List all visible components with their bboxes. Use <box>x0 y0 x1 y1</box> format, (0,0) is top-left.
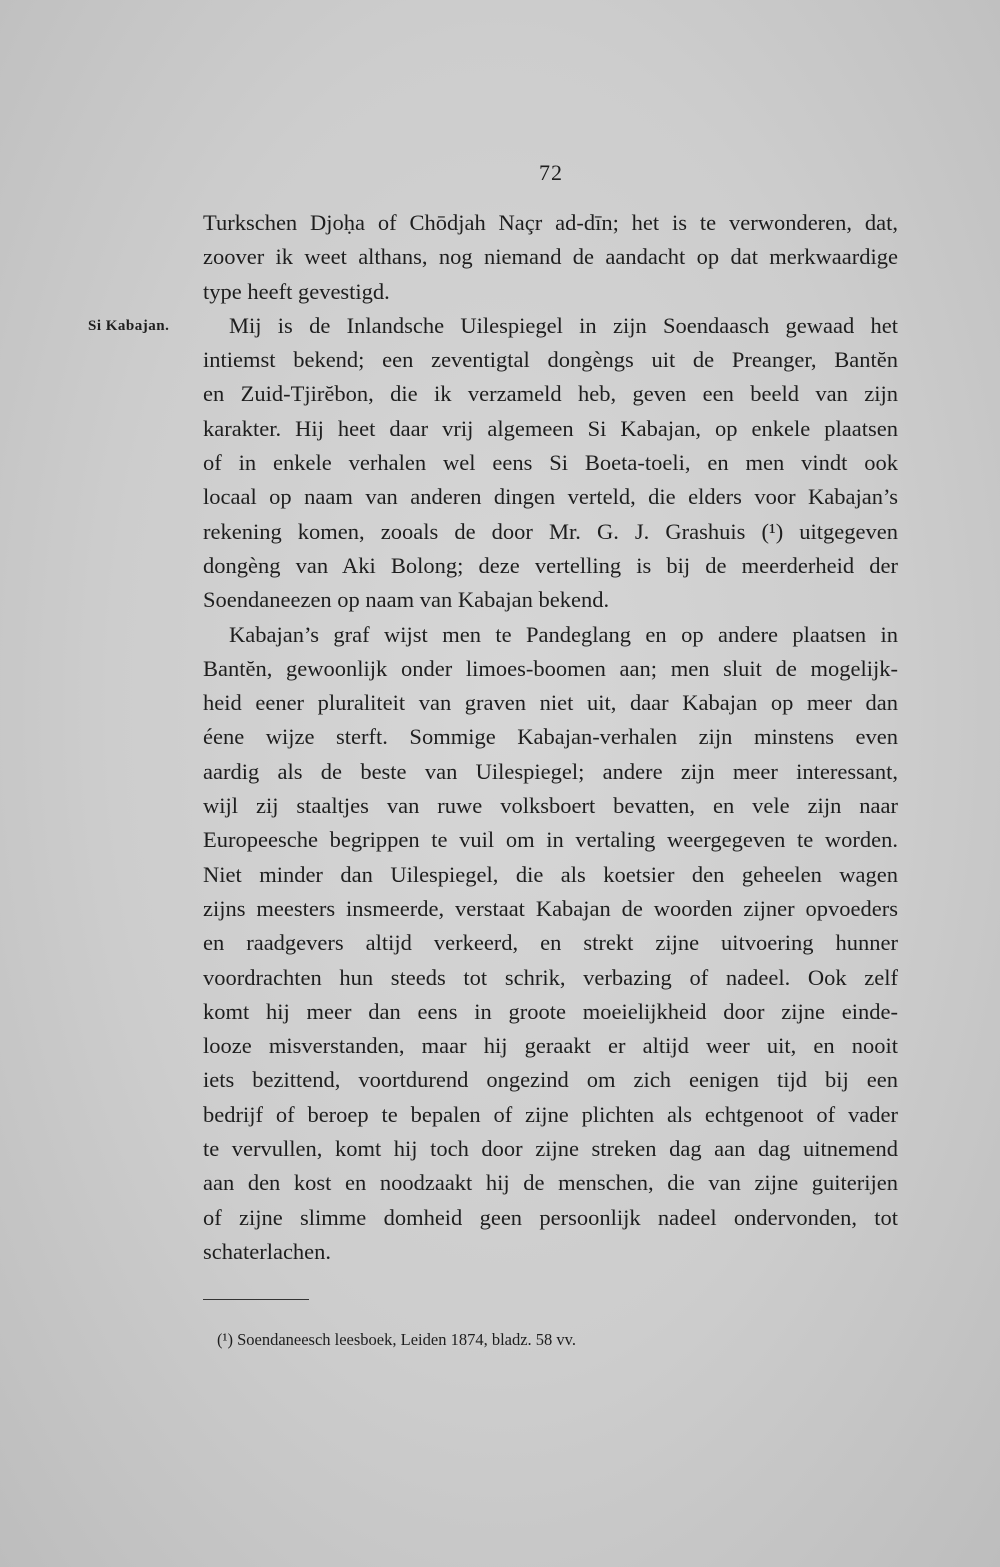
text-line: iets bezittend, voortdurend ongezind om zich eenigen tijd bij een <box>203 1067 898 1093</box>
text-line: bedrijf of beroep te bepalen of zijne plichten als echtgenoot of vader <box>203 1101 898 1127</box>
text-line: zoover ik weet althans, nog niemand de aandacht op dat merkwaardige <box>203 244 898 270</box>
footnote-separator <box>203 1299 309 1300</box>
footnote-text: Soendaneesch leesboek, Leiden 1874, bladz. 58 vv. <box>237 1330 576 1349</box>
text-line: Turkschen Djoḥa of Chōdjah Naçr ad-dīn; het is te verwonderen, dat, <box>203 210 898 235</box>
text-line: locaal op naam van anderen dingen verteld, die elders voor Kabajan’s <box>203 484 898 510</box>
text-line: éene wijze sterft. Sommige Kabajan-verhalen zijn minstens even <box>203 724 898 750</box>
page-number: 72 <box>539 160 563 185</box>
text-line: Mij is de Inlandsche Uilespiegel in zijn Soendaasch gewaad het <box>229 312 898 338</box>
text-line: Bantĕn, gewoonlijk onder limoes-boomen aan; men sluit de mogelijk- <box>203 655 898 681</box>
text-line: intiemst bekend; een zeventigtal dongèngs uit de Preanger, Bantĕn <box>203 347 898 373</box>
text-line: en raadgevers altijd verkeerd, en strekt zijne uitvoering hunner <box>203 930 898 956</box>
text-line: of in enkele verhalen wel eens Si Boeta-toeli, en men vindt ook <box>203 450 898 476</box>
text-line: schaterlachen. <box>203 1238 332 1264</box>
text-line: type heeft gevestigd. <box>203 278 390 304</box>
margin-note: Si Kabajan. <box>88 318 170 334</box>
text-line: looze misverstanden, maar hij geraakt er altijd weer uit, en nooit <box>203 1033 898 1059</box>
text-line: aan den kost en noodzaakt hij de menschen, die van zijne guiterijen <box>203 1170 898 1196</box>
text-line: komt hij meer dan eens in groote moeielijkheid door zijne einde- <box>203 998 898 1024</box>
text-line: zijns meesters insmeerde, verstaat Kabajan de woorden zijner opvoeders <box>203 895 898 921</box>
footnote <box>217 1330 576 1350</box>
text-line: heid eener pluraliteit van graven niet uit, daar Kabajan op meer dan <box>203 690 898 716</box>
text-line: rekening komen, zooals de door Mr. G. J. Grashuis (¹) uitgegeven <box>203 518 898 544</box>
text-line: aardig als de beste van Uilespiegel; andere zijn meer interessant, <box>203 758 898 784</box>
text-line: wijl zij staaltjes van ruwe volksboert bevatten, en vele zijn naar <box>203 793 898 819</box>
text-line: en Zuid-Tjirĕbon, die ik verzameld heb, geven een beeld van zijn <box>203 381 898 407</box>
text-line: Kabajan’s graf wijst men te Pandeglang en op andere plaatsen in <box>229 621 898 647</box>
text-line: Europeesche begrippen te vuil om in vertaling weergegeven te worden. <box>203 827 898 853</box>
body-text <box>203 206 898 1269</box>
text-line: Soendaneezen op naam van Kabajan bekend. <box>203 587 610 613</box>
text-line: of zijne slimme domheid geen persoonlijk nadeel ondervonden, tot <box>203 1204 898 1230</box>
text-line: voordrachten hun steeds tot schrik, verbazing of nadeel. Ook zelf <box>203 964 898 990</box>
text-line: karakter. Hij heet daar vrij algemeen Si Kabajan, op enkele plaatsen <box>203 415 898 441</box>
text-line: Niet minder dan Uilespiegel, die als koetsier den geheelen wagen <box>203 861 898 887</box>
footnote-marker: (¹) <box>217 1330 233 1349</box>
text-line: dongèng van Aki Bolong; deze vertelling is bij de meerderheid der <box>203 552 898 578</box>
text-line: te vervullen, komt hij toch door zijne streken dag aan dag uitnemend <box>203 1136 898 1162</box>
